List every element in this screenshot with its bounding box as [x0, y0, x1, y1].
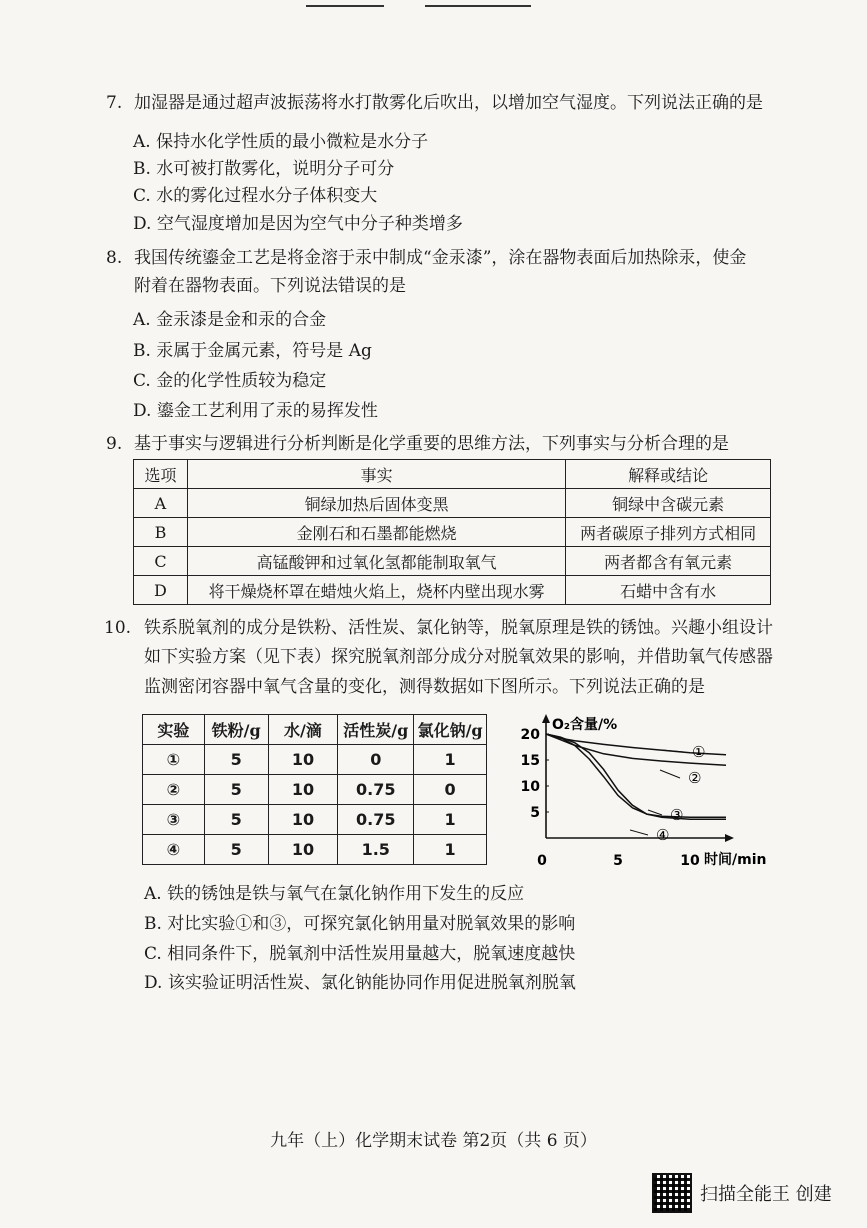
- series-label: ①: [692, 743, 706, 761]
- q9-stem: 基于事实与逻辑进行分析判断是化学重要的思维方法，下列事实与分析合理的是: [134, 434, 729, 454]
- q9-cell-conclusion: 石蜡中含有水: [566, 576, 771, 605]
- q7-option-d: D. 空气湿度增加是因为空气中分子种类增多: [133, 214, 463, 234]
- q10-option-a: A. 铁的锈蚀是铁与氧气在氯化钠作用下发生的反应: [144, 884, 525, 904]
- q10-cell: ①: [143, 745, 205, 775]
- q10-header-water: 水/滴: [268, 715, 338, 745]
- q9-cell-option: A: [134, 489, 188, 518]
- q9-cell-fact: 金刚石和石墨都能燃烧: [187, 518, 565, 547]
- q8-option-c: C. 金的化学性质较为稳定: [133, 371, 327, 391]
- y-tick-label: 5: [530, 805, 540, 821]
- series-leader-line: [630, 830, 648, 835]
- q7-stem: 加湿器是通过超声波振荡将水打散雾化后吹出，以增加空气湿度。下列说法正确的是: [134, 93, 763, 113]
- x-tick-label: 5: [613, 853, 623, 869]
- q10-cell: 1: [414, 805, 487, 835]
- q10-option-d: D. 该实验证明活性炭、氯化钠能协同作用促进脱氧剂脱氧: [144, 973, 576, 993]
- series-label: ④: [656, 826, 670, 844]
- q10-table-header: [143, 715, 487, 745]
- q9-header-option: 选项: [134, 460, 188, 489]
- q10-cell: 5: [204, 775, 268, 805]
- series-label: ②: [688, 769, 702, 787]
- table-row: [143, 775, 487, 805]
- q8-option-b: B. 汞属于金属元素，符号是 Ag: [133, 341, 372, 361]
- q8-option-a: A. 金汞漆是金和汞的合金: [133, 310, 327, 330]
- q10-option-c: C. 相同条件下，脱氧剂中活性炭用量越大，脱氧速度越快: [144, 944, 576, 964]
- q10-cell: 10: [268, 835, 338, 865]
- q9-cell-option: B: [134, 518, 188, 547]
- q10-option-b: B. 对比实验①和③，可探究氯化钠用量对脱氧效果的影响: [144, 914, 576, 934]
- q9-cell-conclusion: 铜绿中含碳元素: [566, 489, 771, 518]
- y-axis-label: O₂含量/%: [552, 717, 618, 733]
- q7-number: 7.: [106, 93, 123, 113]
- q8-option-d: D. 鎏金工艺利用了汞的易挥发性: [133, 401, 378, 421]
- q10-cell: 5: [204, 745, 268, 775]
- q10-number: 10.: [104, 618, 132, 638]
- q10-stem-line2: 如下实验方案（见下表）探究脱氧剂部分成分对脱氧效果的影响，并借助氧气传感器: [144, 647, 773, 667]
- q10-cell: 0.75: [338, 775, 414, 805]
- x-axis-label: 时间/min: [704, 852, 767, 868]
- q7-option-b: B. 水可被打散雾化，说明分子可分: [133, 159, 395, 179]
- q10-cell: 10: [268, 805, 338, 835]
- q10-cell: 0: [414, 775, 487, 805]
- series-leader-line: [660, 770, 680, 778]
- qr-code-icon: [652, 1173, 692, 1213]
- q9-cell-fact: 高锰酸钾和过氧化氢都能制取氧气: [187, 547, 565, 576]
- q10-header-experiment: 实验: [143, 715, 205, 745]
- q10-cell: 10: [268, 775, 338, 805]
- q9-cell-fact: 将干燥烧杯罩在蜡烛火焰上，烧杯内壁出现水雾: [187, 576, 565, 605]
- q10-stem-line1: 铁系脱氧剂的成分是铁粉、活性炭、氯化钠等，脱氧原理是铁的锈蚀。兴趣小组设计: [144, 618, 773, 638]
- q9-number: 9.: [106, 434, 123, 454]
- q10-stem-line3: 监测密闭容器中氧气含量的变化，测得数据如下图所示。下列说法正确的是: [144, 677, 705, 697]
- q10-cell: ③: [143, 805, 205, 835]
- q10-cell: ④: [143, 835, 205, 865]
- scanner-label: 扫描全能王 创建: [700, 1184, 832, 1205]
- x-tick-label: 10: [680, 853, 700, 869]
- q9-cell-option: C: [134, 547, 188, 576]
- table-row: [134, 518, 771, 547]
- chart-series: [546, 734, 726, 844]
- top-rule-left: [306, 5, 384, 7]
- q9-header-conclusion: 解释或结论: [566, 460, 771, 489]
- q9-cell-fact: 铜绿加热后固体变黑: [187, 489, 565, 518]
- q9-cell-conclusion: 两者都含有氧元素: [566, 547, 771, 576]
- q9-cell-conclusion: 两者碳原子排列方式相同: [566, 518, 771, 547]
- table-row: [143, 745, 487, 775]
- y-tick-label: 15: [520, 753, 540, 769]
- x-axis-arrow: [725, 834, 734, 842]
- q10-cell: ②: [143, 775, 205, 805]
- q7-option-c: C. 水的雾化过程水分子体积变大: [133, 186, 378, 206]
- series-label: ③: [670, 806, 684, 824]
- q9-header-fact: 事实: [187, 460, 565, 489]
- table-row: [143, 805, 487, 835]
- q9-table-header: [134, 460, 771, 489]
- q10-cell: 1.5: [338, 835, 414, 865]
- q10-header-iron: 铁粉/g: [204, 715, 268, 745]
- y-tick-label: 20: [520, 727, 540, 743]
- table-row: [134, 547, 771, 576]
- y-axis-arrow: [542, 714, 550, 723]
- q7-option-a: A. 保持水化学性质的最小微粒是水分子: [133, 132, 429, 152]
- o2-content-chart: [510, 708, 790, 873]
- q9-table: [133, 459, 771, 605]
- q10-cell: 1: [414, 745, 487, 775]
- q10-cell: 0: [338, 745, 414, 775]
- scanner-watermark: [652, 1173, 832, 1213]
- q10-cell: 1: [414, 835, 487, 865]
- q9-cell-option: D: [134, 576, 188, 605]
- table-row: [143, 835, 487, 865]
- q10-header-nacl: 氯化钠/g: [414, 715, 487, 745]
- page-footer: 九年（上）化学期末试卷 第2页（共 6 页）: [270, 1131, 597, 1151]
- y-tick-label: 10: [520, 779, 540, 795]
- q10-experiment-table: [142, 714, 487, 865]
- q10-cell: 0.75: [338, 805, 414, 835]
- q8-stem-line1: 我国传统鎏金工艺是将金溶于汞中制成“金汞漆”，涂在器物表面后加热除汞，使金: [134, 248, 747, 268]
- top-rule-right: [425, 5, 531, 7]
- table-row: [134, 576, 771, 605]
- q10-cell: 10: [268, 745, 338, 775]
- q10-cell: 5: [204, 805, 268, 835]
- origin-label: 0: [537, 853, 547, 869]
- q8-number: 8.: [106, 248, 123, 268]
- q10-cell: 5: [204, 835, 268, 865]
- q8-stem-line2: 附着在器物表面。下列说法错误的是: [134, 276, 406, 296]
- chart-ticks: [521, 727, 700, 869]
- table-row: [134, 489, 771, 518]
- q10-header-carbon: 活性炭/g: [338, 715, 414, 745]
